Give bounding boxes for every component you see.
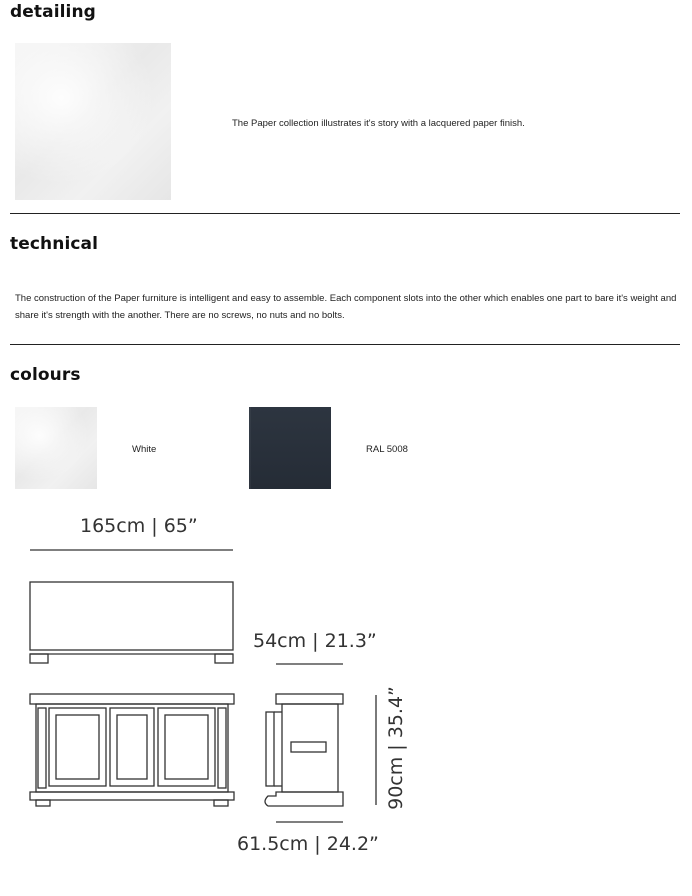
technical-heading: technical xyxy=(10,234,99,254)
depth-side-dimension-label: 61.5cm | 24.2” xyxy=(237,833,379,855)
white-colour-label: White xyxy=(132,444,157,455)
ral-5008-colour-label: RAL 5008 xyxy=(366,444,408,455)
height-dimension-label: 90cm | 35.4” xyxy=(385,686,407,810)
detailing-heading: detailing xyxy=(10,2,96,22)
detailing-description: The Paper collection illustrates it's story with a lacquered paper finish. xyxy=(232,118,525,129)
width-dimension-label: 165cm | 65” xyxy=(80,515,198,537)
front-view-drawing xyxy=(30,694,234,806)
depth-top-dimension-label: 54cm | 21.3” xyxy=(253,630,377,652)
colours-heading: colours xyxy=(10,365,81,385)
technical-description: The construction of the Paper furniture is intelligent and easy to assemble. Each component slots into the other which enables one part to bare it's weight and share it's strength with the another. There are no screws, no nuts and no bolts. xyxy=(15,293,677,321)
side-view-drawing xyxy=(265,694,343,806)
top-view-drawing xyxy=(30,582,233,663)
